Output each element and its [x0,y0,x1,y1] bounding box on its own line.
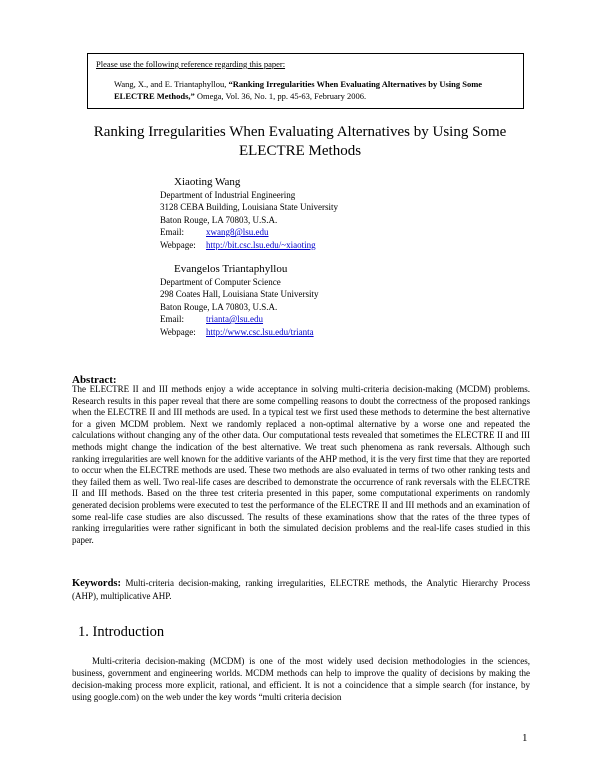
keywords-heading: Keywords: [72,578,121,589]
email-link[interactable]: xwang8@lsu.edu [206,227,269,237]
reference-title: “Ranking Irregularities When Evaluating Alternatives by Using Some ELECTRE Methods,” [114,79,483,101]
keywords-text: Multi-criteria decision-making, ranking irregularities, ELECTRE methods, the Analytic Hierarchy Process (AHP), multiplicative AHP. [72,578,530,601]
keywords [72,577,530,602]
author-department: Department of Industrial Engineering [160,189,296,200]
author-block [160,263,318,338]
author-address: 3128 CEBA Building, Louisiana State University [160,202,338,212]
page-number: 1 [522,732,528,744]
paper-title [60,123,540,161]
webpage-label: Webpage: [160,239,196,250]
reference-journal: Omega, Vol. 36, No. 1, pp. 45-63, February 2006. [194,91,367,101]
reference-authors: Wang, X., and E. Triantaphyllou, [114,79,229,89]
author-block [160,176,338,251]
reference-citation [96,78,515,102]
abstract-heading: Abstract: [72,374,117,386]
email-label: Email: [160,227,184,237]
webpage-link[interactable]: http://www.csc.lsu.edu/trianta [206,326,314,337]
author-name: Evangelos Triantaphyllou [174,263,288,275]
author-city: Baton Rouge, LA 70803, U.S.A. [160,214,278,225]
author-city: Baton Rouge, LA 70803, U.S.A. [160,301,278,312]
email-link[interactable]: trianta@lsu.edu [206,314,264,324]
webpage-link[interactable]: http://bit.csc.lsu.edu/~xiaoting [206,239,316,250]
webpage-label: Webpage: [160,326,196,337]
author-name: Xiaoting Wang [174,176,241,188]
email-label: Email: [160,314,184,324]
section-heading: 1. Introduction [78,624,165,640]
reference-box [87,53,524,109]
author-department: Department of Computer Science [160,276,281,287]
paper-title-line2: ELECTRE Methods [238,143,362,159]
abstract-text: The ELECTRE II and III methods enjoy a wide acceptance in solving multi-criteria decision-making (MCDM) problems. Research results in this paper reveal that there are some compelling reasons to doubt the correctness of the proposed rankings when the ELECTRE II and III methods are used. In a typical test we first used these methods to determine the best alternative for a given MCDM problem. Next we randomly replaced a non-optimal alternative by a worse one and repeated the calculations without changing any of the other data. Our computational tests revealed that sometimes the ELECTRE II and III methods might change the indication of the best alternative. We treat such phenomena as rank reversals. Although such ranking irregularities are well known for the additive variants of the AHP method, it is the very first time that they are reported to occur when the ELECTRE methods are used. These two methods are also evaluated in terms of two other ranking tests and they failed them as well. Two real-life cases are described to demonstrate the occurrence of rank reversals with the ELECTRE II and III methods. Based on the three test criteria presented in this paper, some computational experiments on randomly generated decision problems were executed to test the performance of the ELECTRE II and III methods and an examination of some real-life case studies are also discussed. The results of these examinations show that the rates of the three types of ranking irregularities were rather significant in both the simulated decision problems and the real-life cases studied in this paper. [72,384,530,545]
reference-intro: Please use the following reference regarding this paper: [96,59,286,69]
intro-paragraph: Multi-criteria decision-making (MCDM) is one of the most widely used decision methodologies in the sciences, business, government and engineering worlds. MCDM methods can help to improve the quality of decisions by making the decision-making process more explicit, rational, and efficient. It is not a coincidence that a simple search (for instance, by using google.com) on the web under the key words “multi criteria decision [72,656,530,702]
paper-title-line1: Ranking Irregularities When Evaluating Alternatives by Using Some [93,124,507,140]
author-address: 298 Coates Hall, Louisiana State University [160,289,319,299]
